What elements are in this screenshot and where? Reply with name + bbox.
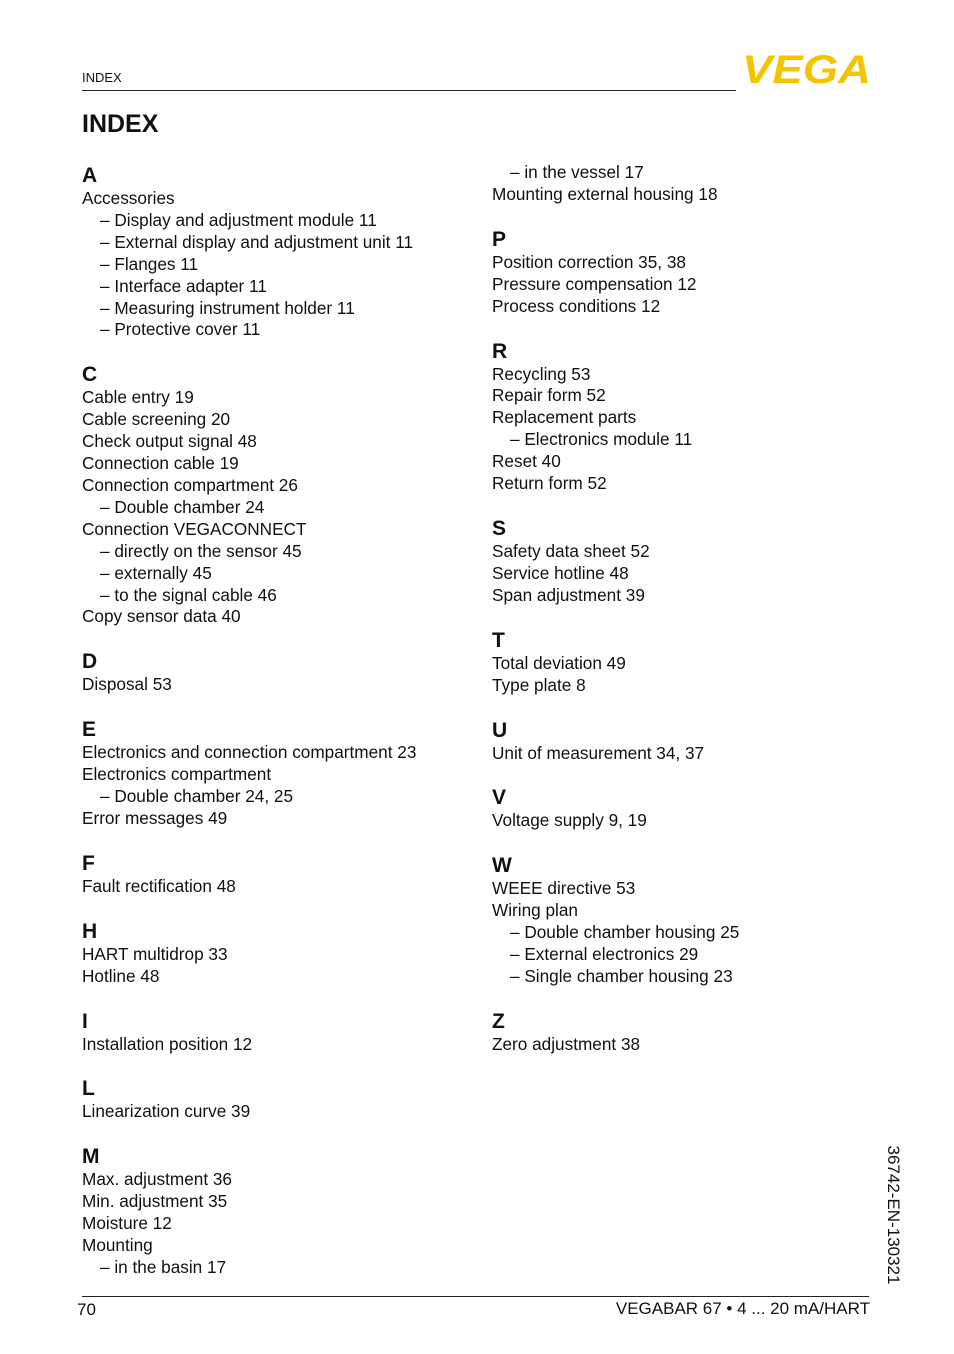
index-entry: Total deviation 49: [492, 652, 626, 673]
index-entry: Cable entry 19: [82, 387, 194, 408]
index-letter-e: E: [82, 718, 97, 742]
index-subentry: – Measuring instrument holder 11: [100, 297, 355, 318]
index-letter-h: H: [82, 919, 98, 943]
index-entry: Wiring plan: [492, 900, 578, 921]
index-subentry: – Interface adapter 11: [100, 275, 267, 296]
index-entry: Min. adjustment 35: [82, 1191, 228, 1212]
vega-logo: [741, 50, 872, 86]
index-letter-i: I: [82, 1009, 88, 1033]
index-entry: Safety data sheet 52: [492, 540, 650, 561]
index-entry: Error messages 49: [82, 807, 228, 828]
index-entry: Voltage supply 9, 19: [492, 810, 647, 831]
index-subentry: – Protective cover 11: [100, 319, 261, 340]
index-entry: Unit of measurement 34, 37: [492, 742, 705, 763]
index-entry: Connection VEGACONNECT: [82, 518, 307, 539]
index-letter-p: P: [492, 227, 507, 251]
index-letter-d: D: [82, 650, 98, 674]
index-letter-s: S: [492, 516, 507, 540]
index-entry: Accessories: [82, 188, 175, 208]
index-letter-r: R: [492, 339, 508, 363]
index-entry: Reset 40: [492, 451, 561, 472]
page-title: INDEX: [82, 110, 159, 138]
index-entry: Type plate 8: [492, 674, 586, 695]
index-letter-l: L: [82, 1077, 95, 1101]
index-entry: Linearization curve 39: [82, 1101, 251, 1122]
document-number: [878, 1140, 908, 1290]
index-column-right: [492, 162, 892, 1056]
index-entry: Position correction 35, 38: [492, 251, 686, 272]
index-subentry: – Double chamber housing 25: [510, 922, 740, 943]
index-entry: HART multidrop 33: [82, 943, 228, 964]
index-entry: Installation position 12: [82, 1033, 253, 1054]
index-entry: Replacement parts: [492, 407, 637, 428]
index-subentry: – Double chamber 24: [100, 496, 265, 517]
index-subentry: – External electronics 29: [510, 944, 699, 965]
index-entry: Zero adjustment 38: [492, 1033, 641, 1054]
index-entry: Repair form 52: [492, 385, 606, 406]
index-entry: Connection compartment 26: [82, 474, 298, 495]
index-subentry: – Flanges 11: [100, 253, 199, 274]
index-subentry: – Single chamber housing 23: [510, 965, 733, 986]
index-entry: Moisture 12: [82, 1213, 172, 1234]
header-divider: [82, 90, 736, 91]
index-column-left: [82, 164, 482, 1279]
footer-product-name: VEGABAR 67 • 4 ... 20 mA/HART: [615, 1299, 870, 1318]
index-subentry: – Electronics module 11: [510, 429, 693, 450]
index-subentry: – Display and adjustment module 11: [100, 209, 377, 230]
index-letter-v: V: [492, 786, 507, 810]
running-header: INDEX: [82, 70, 122, 85]
index-entry: Mounting external housing 18: [492, 183, 718, 204]
index-subentry: – Double chamber 24, 25: [100, 786, 294, 807]
index-entry: Copy sensor data 40: [82, 606, 241, 627]
index-entry: Max. adjustment 36: [82, 1169, 232, 1190]
index-subentry: – in the basin 17: [100, 1257, 227, 1277]
index-entry: Service hotline 48: [492, 562, 629, 583]
index-entry: Electronics and connection compartment 23: [82, 742, 417, 763]
index-entry: Fault rectification 48: [82, 875, 236, 896]
index-letter-a: A: [82, 164, 98, 187]
index-entry: Connection cable 19: [82, 453, 239, 474]
index-entry: Recycling 53: [492, 363, 591, 384]
logo-wordmark: VEGA: [742, 50, 871, 86]
index-letter-m: M: [82, 1145, 100, 1169]
index-subentry: – in the vessel 17: [510, 162, 644, 182]
index-subentry: – externally 45: [100, 562, 212, 583]
index-entry: Pressure compensation 12: [492, 273, 697, 294]
index-entry: Disposal 53: [82, 674, 172, 695]
index-subentry: – to the signal cable 46: [100, 584, 277, 605]
index-entry: Process conditions 12: [492, 295, 661, 316]
index-letter-w: W: [492, 854, 512, 878]
index-entry: Cable screening 20: [82, 409, 231, 430]
page-number: 70: [77, 1300, 96, 1319]
index-entry: Check output signal 48: [82, 431, 257, 452]
index-entry: Return form 52: [492, 473, 607, 494]
index-letter-u: U: [492, 718, 508, 742]
index-letter-z: Z: [492, 1009, 505, 1033]
index-subentry: – External display and adjustment unit 11: [100, 231, 414, 252]
document-number-text: 36742-EN-130321: [884, 1145, 903, 1285]
index-entry: WEEE directive 53: [492, 878, 636, 899]
index-subentry: – directly on the sensor 45: [100, 540, 302, 561]
index-entry: Span adjustment 39: [492, 584, 645, 605]
index-letter-f: F: [82, 851, 95, 875]
index-entry: Hotline 48: [82, 965, 160, 986]
index-letter-c: C: [82, 363, 98, 387]
index-entry: Mounting: [82, 1235, 153, 1256]
index-entry: Electronics compartment: [82, 764, 272, 785]
footer-divider: [82, 1296, 869, 1297]
index-letter-t: T: [492, 628, 505, 652]
